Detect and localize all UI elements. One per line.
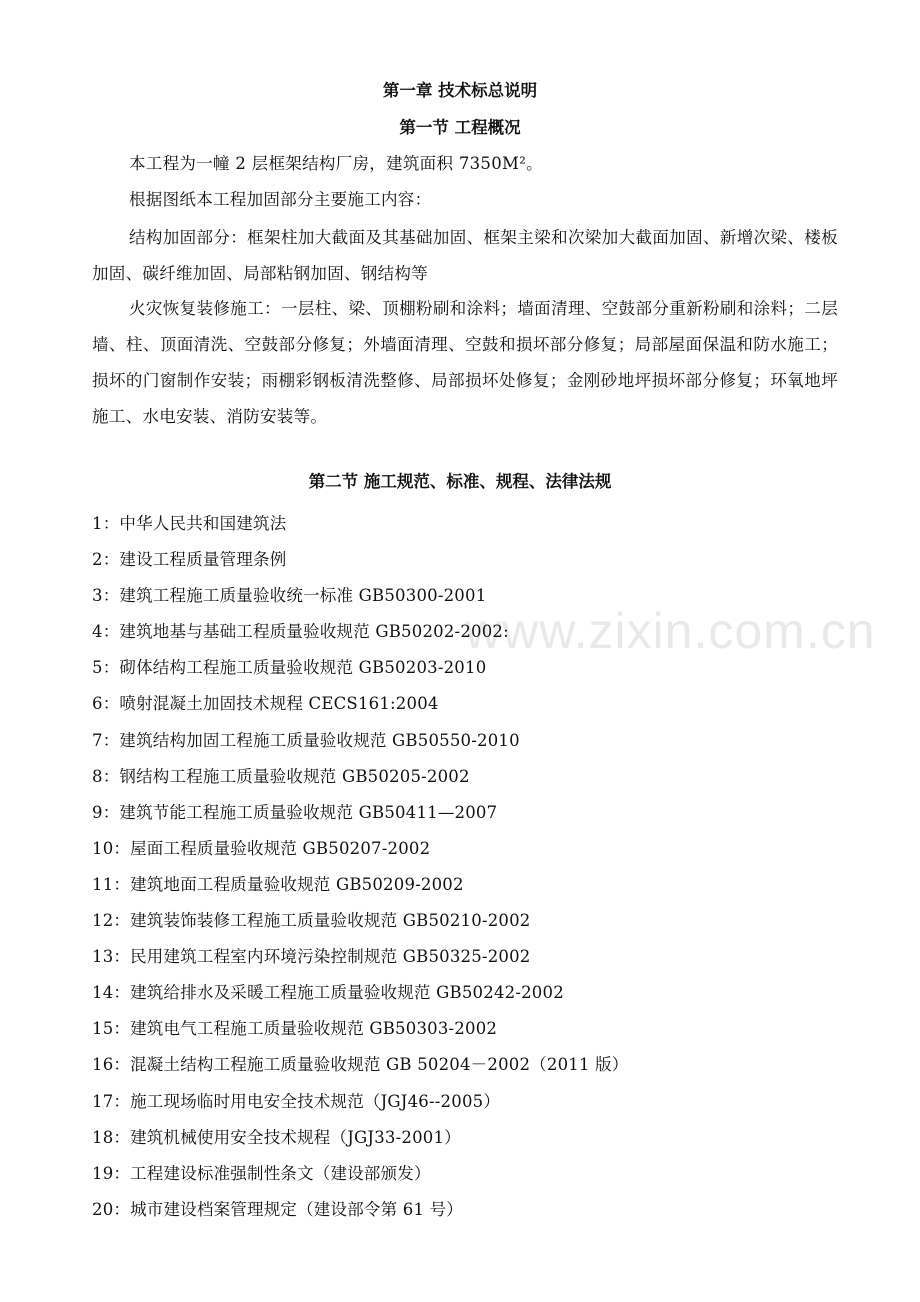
list-item: 3：建筑工程施工质量验收统一标准 GB50300-2001 [92, 586, 487, 606]
list-item: 20：城市建设档案管理规定（建设部令第 61 号） [92, 1199, 463, 1219]
list-item: 14：建筑给排水及采暖工程施工质量验收规范 GB50242-2002 [92, 983, 564, 1003]
list-item: 1：中华人民共和国建筑法 [92, 514, 287, 533]
standards-list [92, 510, 629, 1232]
paragraph: 火灾恢复装修施工：一层柱、梁、顶棚粉刷和涂料；墙面清理、空鼓部分重新粉刷和涂料；二层墙、柱、顶面清洗、空鼓部分修复；外墙面清理、空鼓和损坏部分修复；局部屋面保温和防水施工；损坏的门窗制作安装；雨棚彩钢板清洗整修、局部损坏处修复；金刚砂地坪损坏部分修复；环氧地坪施工、水电安装、消防安装等。 [92, 299, 838, 426]
section-title-overview: 第一节 工程概况 [399, 118, 521, 137]
list-item: 17：施工现场临时用电安全技术规范（JGJ46--2005） [92, 1091, 501, 1111]
paragraph: 结构加固部分：框架柱加大截面及其基础加固、框架主梁和次梁加大截面加固、新增次梁、楼板加固、碳纤维加固、局部粘钢加固、钢结构等 [92, 228, 838, 283]
list-item: 8：钢结构工程施工质量验收规范 GB50205-2002 [92, 766, 470, 786]
list-item: 19：工程建设标准强制性条文（建设部颁发） [92, 1163, 431, 1183]
list-item: 16：混凝土结构工程施工质量验收规范 GB 50204－2002（2011 版） [92, 1055, 629, 1075]
list-item: 15：建筑电气工程施工质量验收规范 GB50303-2002 [92, 1019, 498, 1039]
list-item: 9：建筑节能工程施工质量验收规范 GB50411—2007 [92, 802, 498, 822]
list-item: 10：屋面工程质量验收规范 GB50207-2002 [92, 838, 431, 858]
list-item: 12：建筑装饰装修工程施工质量验收规范 GB50210-2002 [92, 911, 531, 931]
list-item: 4：建筑地基与基础工程质量验收规范 GB50202-2002: [92, 622, 509, 642]
chapter-title: 第一章 技术标总说明 [382, 81, 538, 100]
paragraph: 本工程为一幢 2 层框架结构厂房，建筑面积 7350M²。 [129, 154, 543, 173]
list-item: 5：砌体结构工程施工质量验收规范 GB50203-2010 [92, 658, 487, 678]
list-item: 13：民用建筑工程室内环境污染控制规范 GB50325-2002 [92, 947, 531, 967]
watermark: www.zixin.com.cn [465, 603, 876, 659]
list-item: 7：建筑结构加固工程施工质量验收规范 GB50550-2010 [92, 730, 520, 750]
list-item: 18：建筑机械使用安全技术规程（JGJ33-2001） [92, 1127, 461, 1147]
list-item: 11：建筑地面工程质量验收规范 GB50209-2002 [92, 874, 464, 894]
section-title-standards: 第二节 施工规范、标准、规程、法律法规 [308, 472, 612, 491]
list-item: 2：建设工程质量管理条例 [92, 550, 287, 570]
paragraph: 根据图纸本工程加固部分主要施工内容： [129, 190, 432, 209]
list-item: 6：喷射混凝土加固技术规程 CECS161:2004 [92, 694, 439, 714]
